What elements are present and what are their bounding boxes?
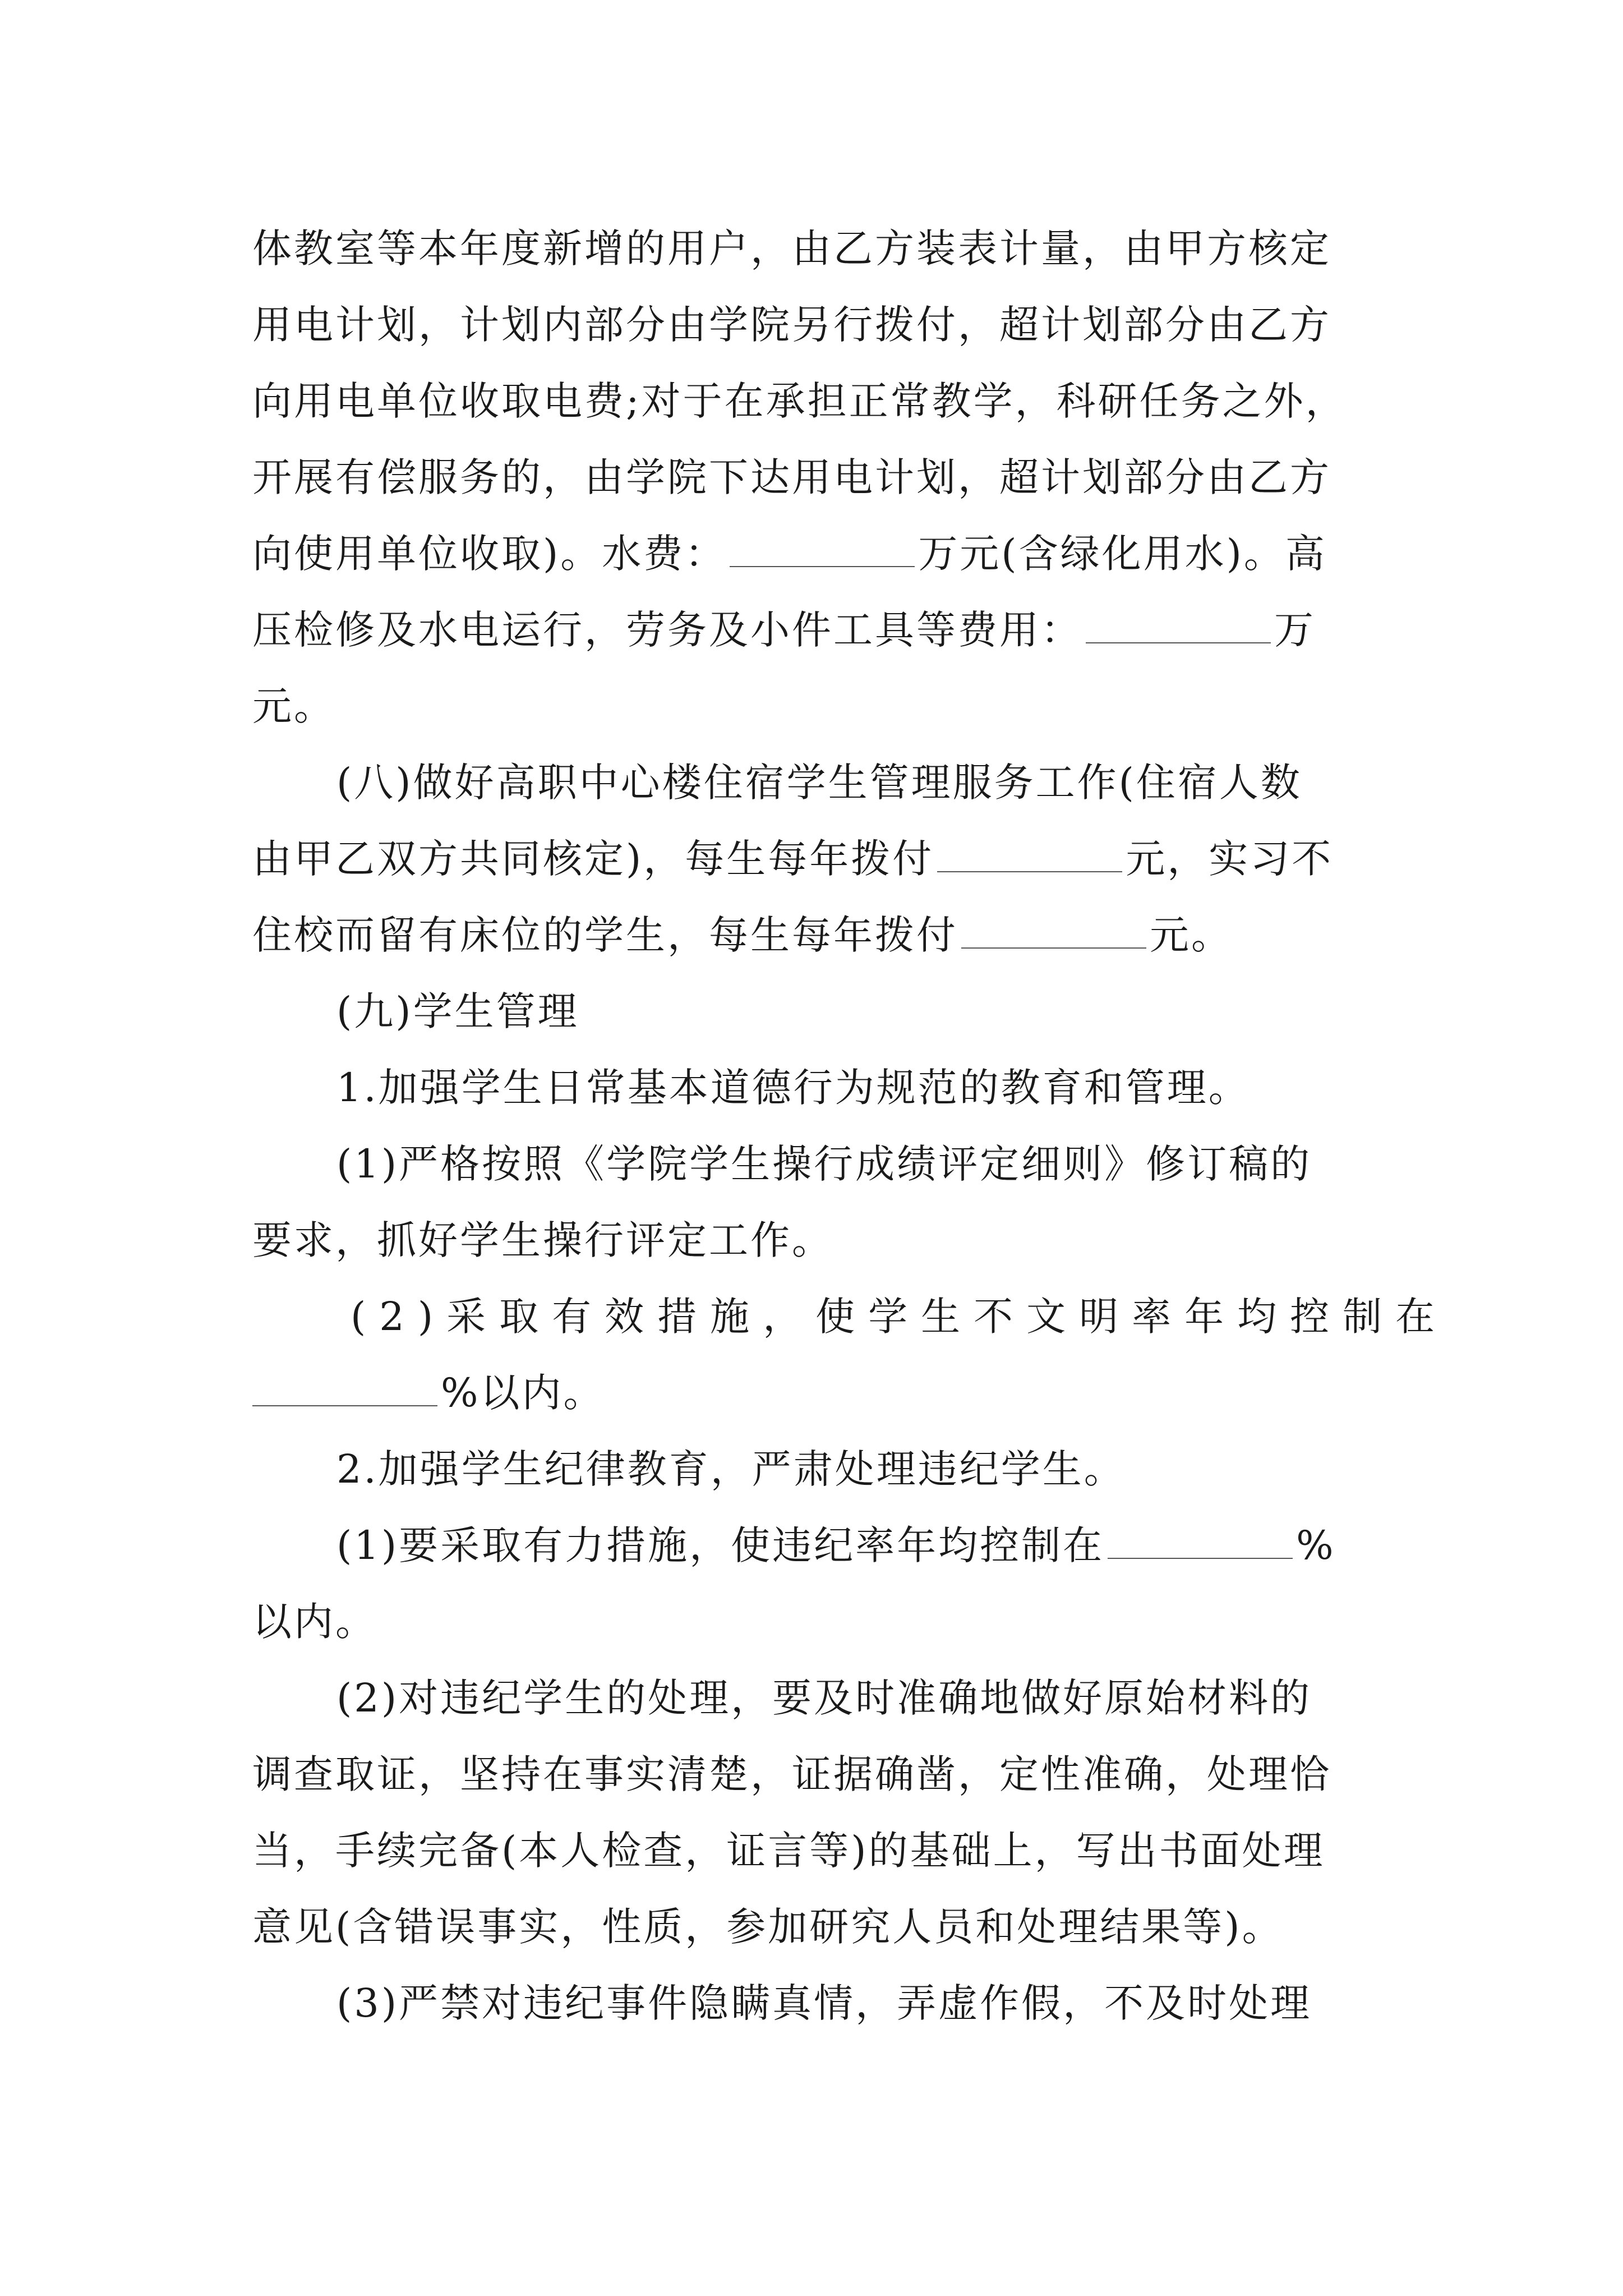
paragraph-start-line: (八)做好高职中心楼住宿学生管理服务工作(住宿人数	[336, 760, 1302, 806]
text-line: 元。	[252, 683, 335, 729]
paragraph-start-line: (3)严禁对违纪事件隐瞒真情，弄虚作假，不及时处理	[336, 1980, 1312, 2026]
text-segment: (1)要采取有力措施，使违纪率年均控制在	[336, 1522, 1105, 1568]
paragraph-start-line: 2.加强学生纪律教育，严肃处理违纪学生。	[336, 1446, 1126, 1492]
fill-in-blank[interactable]	[937, 838, 1122, 872]
text-segment: 元，实习不	[1126, 836, 1334, 882]
text-line: 开展有偿服务的，由学院下达用电计划，超计划部分由乙方	[252, 454, 1331, 500]
text-line: 体教室等本年度新增的用户，由乙方装表计量，由甲方核定	[252, 226, 1331, 272]
paragraph-start-line	[252, 1507, 1380, 1584]
paragraph-start-line: (2)对违纪学生的处理，要及时准确地做好原始材料的	[336, 1675, 1312, 1721]
paragraph-start-line: (2)采取有效措施，使学生不文明率年均控制在	[351, 1294, 1449, 1340]
text-line: 用电计划，计划内部分由学院另行拨付，超计划部分由乙方	[252, 302, 1331, 348]
text-segment: 住校而留有床位的学生，每生每年拨付	[252, 912, 958, 958]
text-segment: 元。	[1150, 912, 1233, 958]
text-line: 向用电单位收取电费;对于在承担正常教学，科研任务之外，	[252, 378, 1347, 424]
text-segment: 万元(含绿化用水)。高	[918, 531, 1327, 577]
text-line	[252, 1355, 1380, 1431]
text-segment: %	[1296, 1522, 1336, 1568]
fill-in-blank[interactable]	[252, 1372, 437, 1406]
fill-in-blank[interactable]	[1086, 609, 1271, 643]
text-segment: 万	[1274, 607, 1316, 653]
document-page	[252, 210, 1449, 2041]
text-line	[252, 516, 1380, 592]
fill-in-blank[interactable]	[730, 532, 915, 567]
text-line: 调查取证，坚持在事实清楚，证据确凿，定性准确，处理恰	[252, 1751, 1331, 1797]
text-line: 要求，抓好学生操行评定工作。	[252, 1217, 833, 1263]
paragraph-start-line: (1)严格按照《学院学生操行成绩评定细则》修订稿的	[336, 1141, 1312, 1187]
text-segment: 向使用单位收取)。水费：	[252, 531, 727, 577]
text-line	[252, 897, 1380, 973]
text-line: 当，手续完备(本人检查，证言等)的基础上，写出书面处理	[252, 1828, 1325, 1874]
text-segment: 由甲乙双方共同核定)，每生每年拨付	[252, 836, 934, 882]
fill-in-blank[interactable]	[961, 914, 1146, 949]
text-line: 以内。	[252, 1599, 377, 1645]
section-heading: (九)学生管理	[336, 988, 579, 1034]
text-segment: %以内。	[441, 1370, 605, 1416]
text-line	[252, 821, 1380, 897]
fill-in-blank[interactable]	[1108, 1524, 1293, 1559]
paragraph-start-line: 1.加强学生日常基本道德行为规范的教育和管理。	[336, 1065, 1250, 1111]
text-segment: 压检修及水电运行，劳务及小件工具等费用：	[252, 607, 1082, 653]
text-line: 意见(含错误事实，性质，参加研究人员和处理结果等)。	[252, 1904, 1284, 1950]
text-line	[252, 592, 1380, 668]
